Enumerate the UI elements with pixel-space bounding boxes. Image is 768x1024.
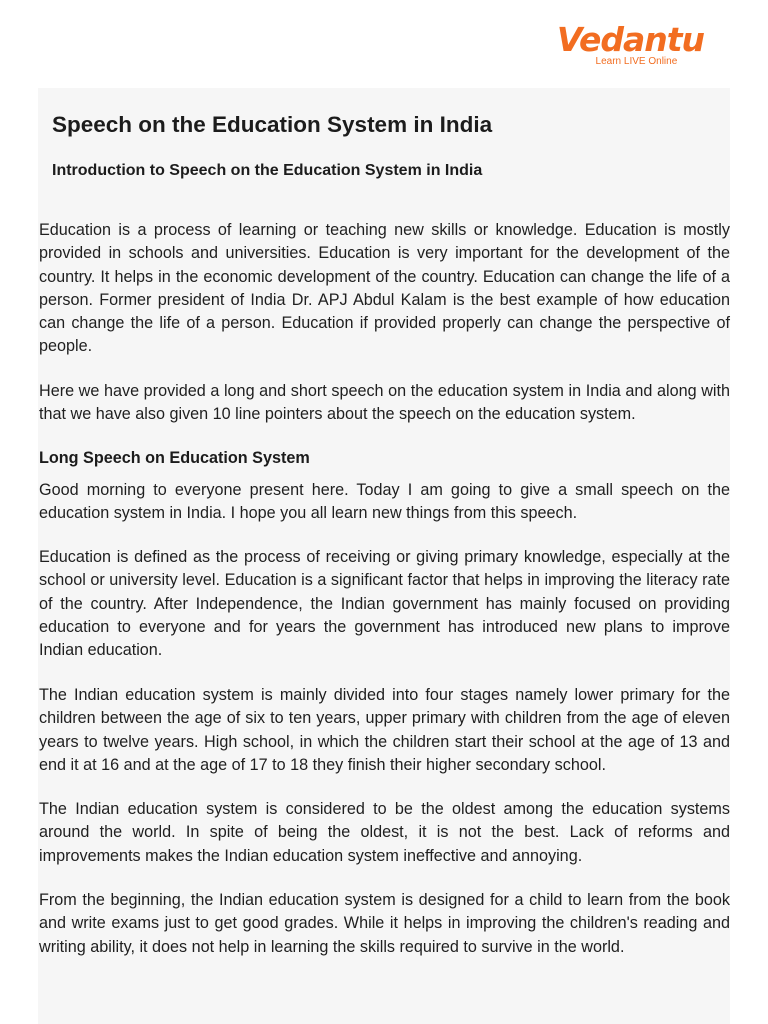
paragraph-text: Here we have provided a long and short speech on the education system in India and along with that we have also given 10 line pointers about the speech on the education system. [39,382,730,424]
paragraph-text: The Indian education system is mainly divided into four stages namely lower primary for the children between the age of six to ten years, upper primary with children from the age of eleven years to twelve years. High school, in which the children start their school at the age of 13 and end it at 16 and at the age of 17 to 18 they finish their higher secondary school. [39,686,730,774]
paragraph-text: Good morning to everyone present here. Today I am going to give a small speech on the education system in India. I hope you all learn new things from this speech. [39,481,730,523]
intro-paragraph-2 [39,380,730,427]
paragraph-text: From the beginning, the Indian education system is designed for a child to learn from the book and write exams just to get good grades. While it helps in improving the children's reading and writing ability, it does not help in learning the skills required to survive in the world. [39,891,730,956]
long-speech-heading: Long Speech on Education System [39,449,310,467]
paragraph-text: Education is defined as the process of receiving or giving primary knowledge, especially at the school or university level. Education is a significant factor that helps in improving the literacy rate of the country. After Independence, the Indian government has mainly focused on providing education to everyone and for years the government has introduced new plans to improve Indian education. [39,548,730,660]
speech-paragraph-2 [39,546,730,662]
logo-wordmark: Vedantu [556,20,704,59]
page-title: Speech on the Education System in India [52,112,493,137]
logo-tagline: Learn LIVE Online [595,56,678,67]
intro-paragraph-1 [39,219,730,359]
vedantu-logo [557,22,704,67]
speech-paragraph-3 [39,684,730,777]
speech-paragraph-5 [39,889,730,959]
speech-paragraph-1 [39,479,730,526]
paragraph-text: Education is a process of learning or teaching new skills or knowledge. Education is mostly provided in schools and universities. Education is very important for the development of the country. It helps in the economic development of the country. Education can change the life of a person. Former president of India Dr. APJ Abdul Kalam is the best example of how education can change the life of a person. Education if provided properly can change the perspective of people. [39,221,730,356]
paragraph-text: The Indian education system is considered to be the oldest among the education systems around the world. In spite of being the oldest, it is not the best. Lack of reforms and improvements makes the Indian education system ineffective and annoying. [39,800,730,865]
speech-paragraph-4 [39,798,730,868]
intro-heading: Introduction to Speech on the Education System in India [52,162,483,179]
